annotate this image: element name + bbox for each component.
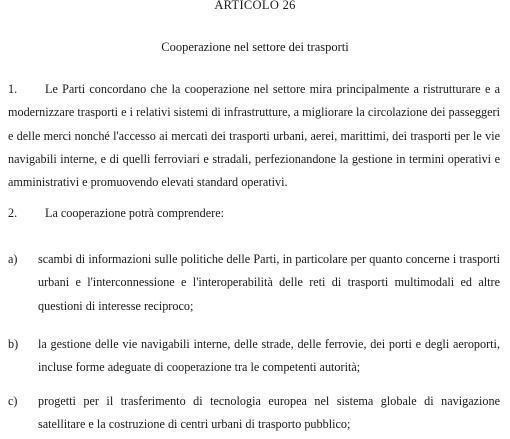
paragraph-1 <box>8 78 500 194</box>
paragraph-1-text: Le Parti concordano che la cooperazione nel settore mira principalmente a ristrutturare e a modernizzare trasporti e i relativi sistemi di infrastrutture, a migliorare la circolazione dei passeggeri e delle merci nonché l'accesso ai mercati dei trasporti urbani, aerei, marittimi, dei trasporti per le vie navigabili interne, e di quelli ferroviari e stradali, perfezionandone la gestione in termini operativi e amministrativi e promuovendo elevati standard operativi. <box>8 82 500 190</box>
article-title: Cooperazione nel settore dei trasporti <box>161 40 349 54</box>
list-item-b <box>8 333 500 380</box>
list-item-a-label: a) <box>8 252 18 266</box>
list-item-a-text: scambi di informazioni sulle politiche delle Parti, in particolare per quanto concerne i trasporti urbani e l'interconnessione e l'interoperabilità delle reti di trasporti multimodali ed altre questioni di interesse reciproco; <box>38 252 500 313</box>
list-item-b-label: b) <box>8 337 19 351</box>
list-item-a <box>8 248 500 318</box>
list-item-c-label: c) <box>8 394 18 408</box>
paragraph-2 <box>8 202 500 225</box>
paragraph-2-number: 2. <box>8 206 18 220</box>
paragraph-2-text: La cooperazione potrà comprendere: <box>45 206 224 220</box>
list-item-b-text: la gestione delle vie navigabili interne, delle strade, delle ferrovie, dei porti e degli aeroporti, incluse forme adeguate di cooperazione tra le competenti autorità; <box>38 337 500 375</box>
list-item-c <box>8 390 500 437</box>
paragraph-1-number: 1. <box>8 82 18 96</box>
list-item-c-text: progetti per il trasferimento di tecnologia europea nel sistema globale di navigazione satellitare e la costruzione di centri urbani di trasporto pubblico; <box>38 394 500 432</box>
article-number: ARTICOLO 26 <box>214 0 296 12</box>
